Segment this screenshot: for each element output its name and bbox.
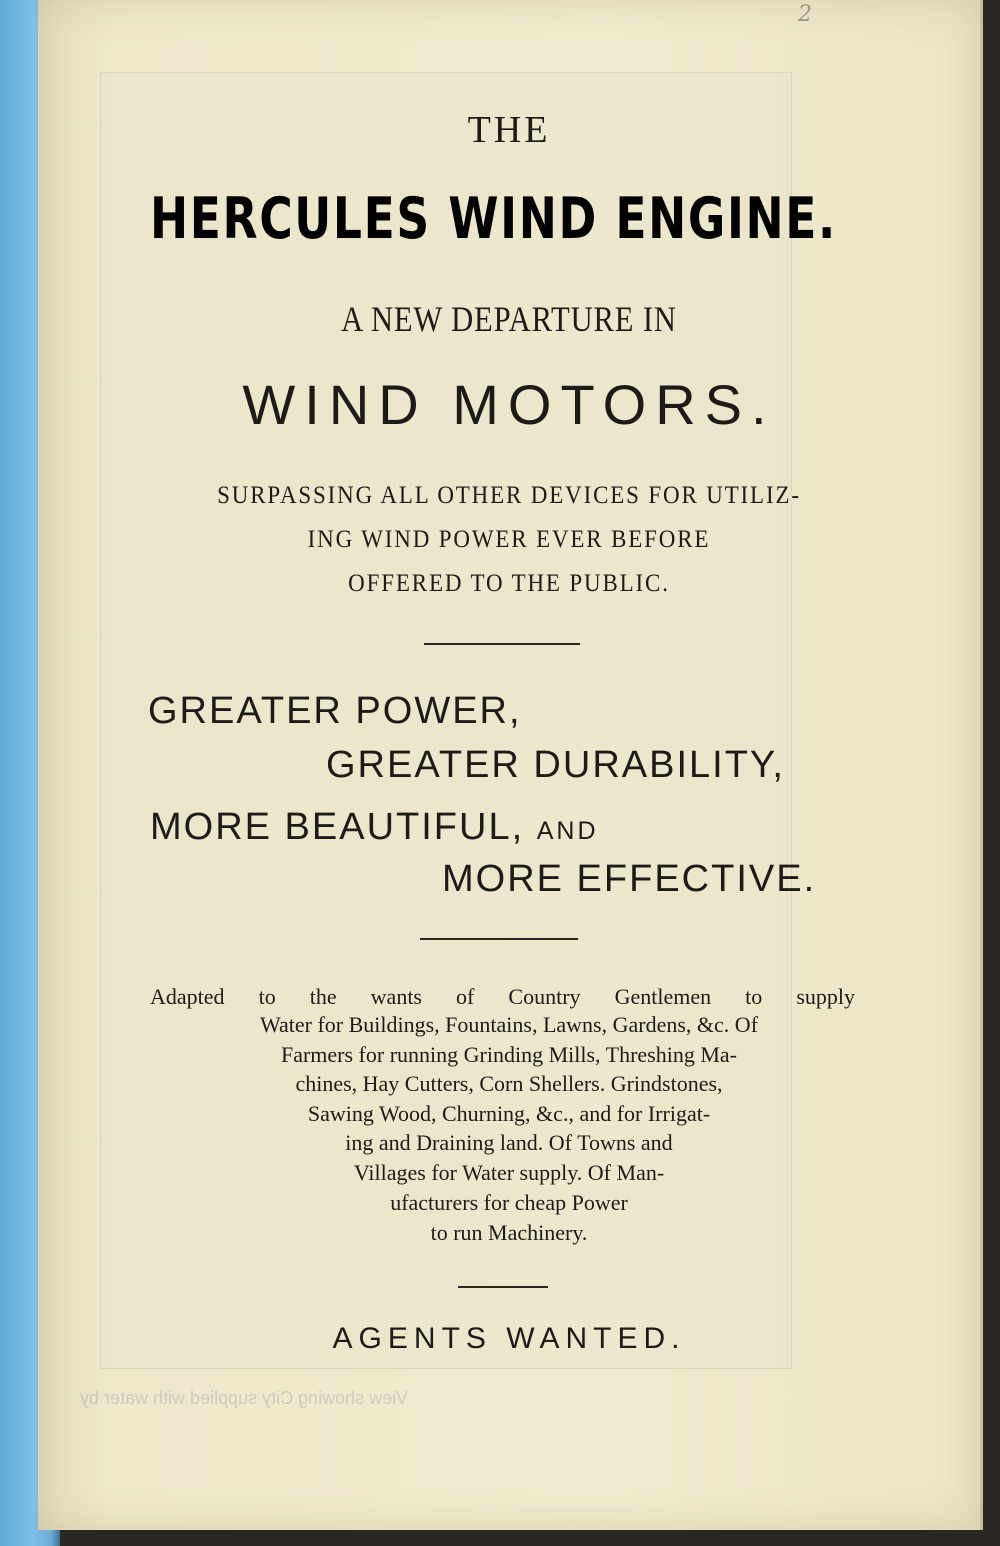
heading-title: HERCULES WIND ENGINE.	[150, 186, 837, 252]
body-line: Adapted to the wants of Country Gentlemen to supply	[150, 984, 855, 1009]
show-through-caption: View showing City supplied with water by	[80, 1388, 408, 1408]
claim-more-beautiful-text: MORE BEAUTIFUL,	[150, 806, 525, 848]
body-line: ufacturers for cheap Power	[390, 1190, 628, 1215]
divider-rule	[458, 1286, 548, 1288]
claim-more-beautiful	[150, 806, 599, 849]
body-line: Sawing Wood, Churning, &c., and for Irrigat-	[307, 1101, 711, 1126]
subheading-line-3: OFFERED TO THE PUBLIC.	[348, 570, 670, 597]
divider-rule	[420, 938, 578, 940]
body-line: Water for Buildings, Fountains, Lawns, Gardens, &c. Of	[259, 1012, 759, 1037]
pencil-page-number: 2	[798, 2, 812, 27]
body-line: Villages for Water supply. Of Man-	[353, 1160, 665, 1185]
body-line: Farmers for running Grinding Mills, Threshing Ma-	[280, 1042, 738, 1067]
heading-the: THE	[467, 109, 551, 151]
heading-wind-motors: WIND MOTORS.	[242, 373, 776, 436]
divider-rule	[424, 643, 580, 645]
claim-more-effective: MORE EFFECTIVE.	[442, 858, 817, 900]
claim-greater-durability: GREATER DURABILITY,	[326, 744, 785, 786]
claim-and: AND	[536, 817, 599, 845]
agents-wanted: AGENTS WANTED.	[332, 1322, 686, 1355]
body-line: ing and Draining land. Of Towns and	[345, 1130, 673, 1155]
heading-departure: A NEW DEPARTURE IN	[341, 299, 677, 339]
body-line: to run Machinery.	[430, 1220, 588, 1245]
claim-greater-power: GREATER POWER,	[148, 690, 522, 732]
subheading-line-2: ING WIND POWER EVER BEFORE	[307, 526, 711, 553]
subheading-line-1: SURPASSING ALL OTHER DEVICES FOR UTILIZ-	[217, 482, 801, 509]
body-line: chines, Hay Cutters, Corn Shellers. Grindstones,	[295, 1071, 723, 1096]
